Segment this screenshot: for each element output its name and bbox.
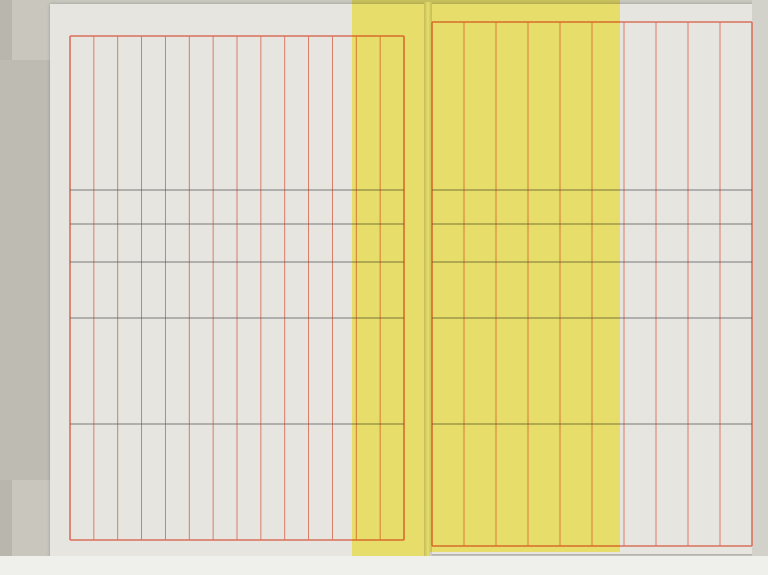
yellow-highlight-right [430,0,620,552]
yellow-highlight-left [352,0,430,558]
table-edge [0,556,768,575]
